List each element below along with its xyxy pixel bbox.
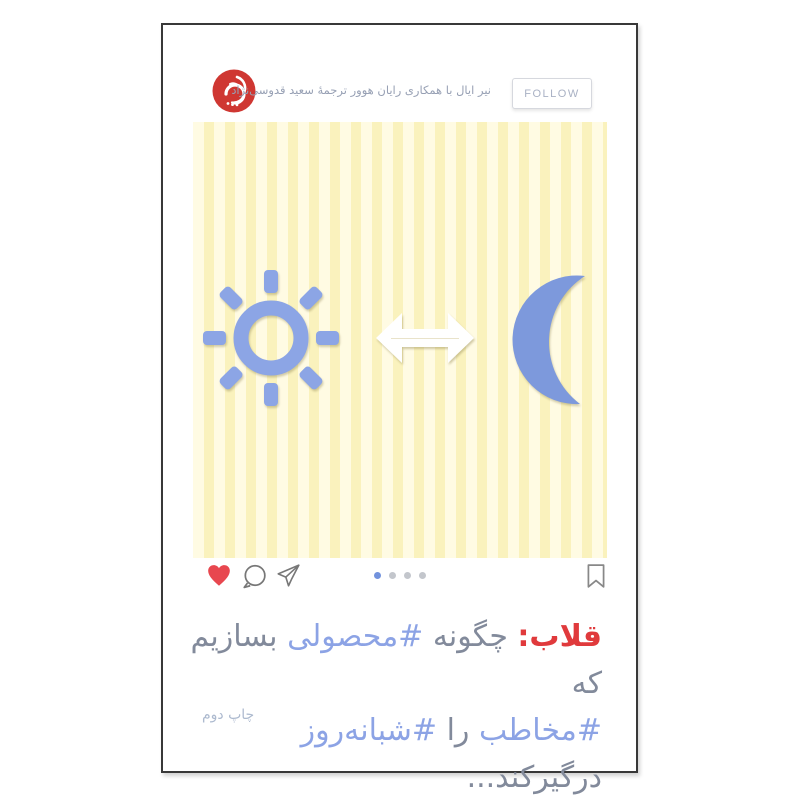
carousel-dot <box>419 572 426 579</box>
bookmark-icon[interactable] <box>583 563 609 589</box>
follow-button[interactable]: FOLLOW <box>512 78 592 109</box>
edition-label: چاپ دوم <box>202 707 255 723</box>
crescent-moon-icon <box>511 272 603 410</box>
caption-text: را <box>437 713 479 748</box>
hashtag-daynight[interactable]: #شبانه‌روز <box>300 713 438 748</box>
caption-text: چگونه <box>423 619 518 654</box>
carousel-dot <box>389 572 396 579</box>
carousel-dot <box>404 572 411 579</box>
hashtag-audience[interactable]: #مخاطب <box>478 713 602 748</box>
heart-icon[interactable] <box>206 563 232 589</box>
title-word: قلاب: <box>517 619 602 654</box>
share-icon[interactable] <box>275 563 301 589</box>
instagram-post-cover <box>161 23 638 795</box>
carousel-indicator <box>374 572 426 579</box>
double-arrow-icon <box>375 306 475 370</box>
sun-icon <box>201 268 341 408</box>
post-image <box>193 122 607 558</box>
caption-text: بسازیم که <box>190 619 602 701</box>
carousel-dot <box>374 572 381 579</box>
caption-text: درگیرکند... <box>466 760 602 795</box>
hashtag-product[interactable]: #محصولی <box>287 619 424 654</box>
caption-line-1 <box>181 613 602 707</box>
byline-text: نیر ایال با همکاری رایان هوور ترجمهٔ سعید قدوسی‌نژاد <box>231 83 491 97</box>
comment-icon[interactable] <box>241 563 267 589</box>
action-bar <box>163 561 636 603</box>
